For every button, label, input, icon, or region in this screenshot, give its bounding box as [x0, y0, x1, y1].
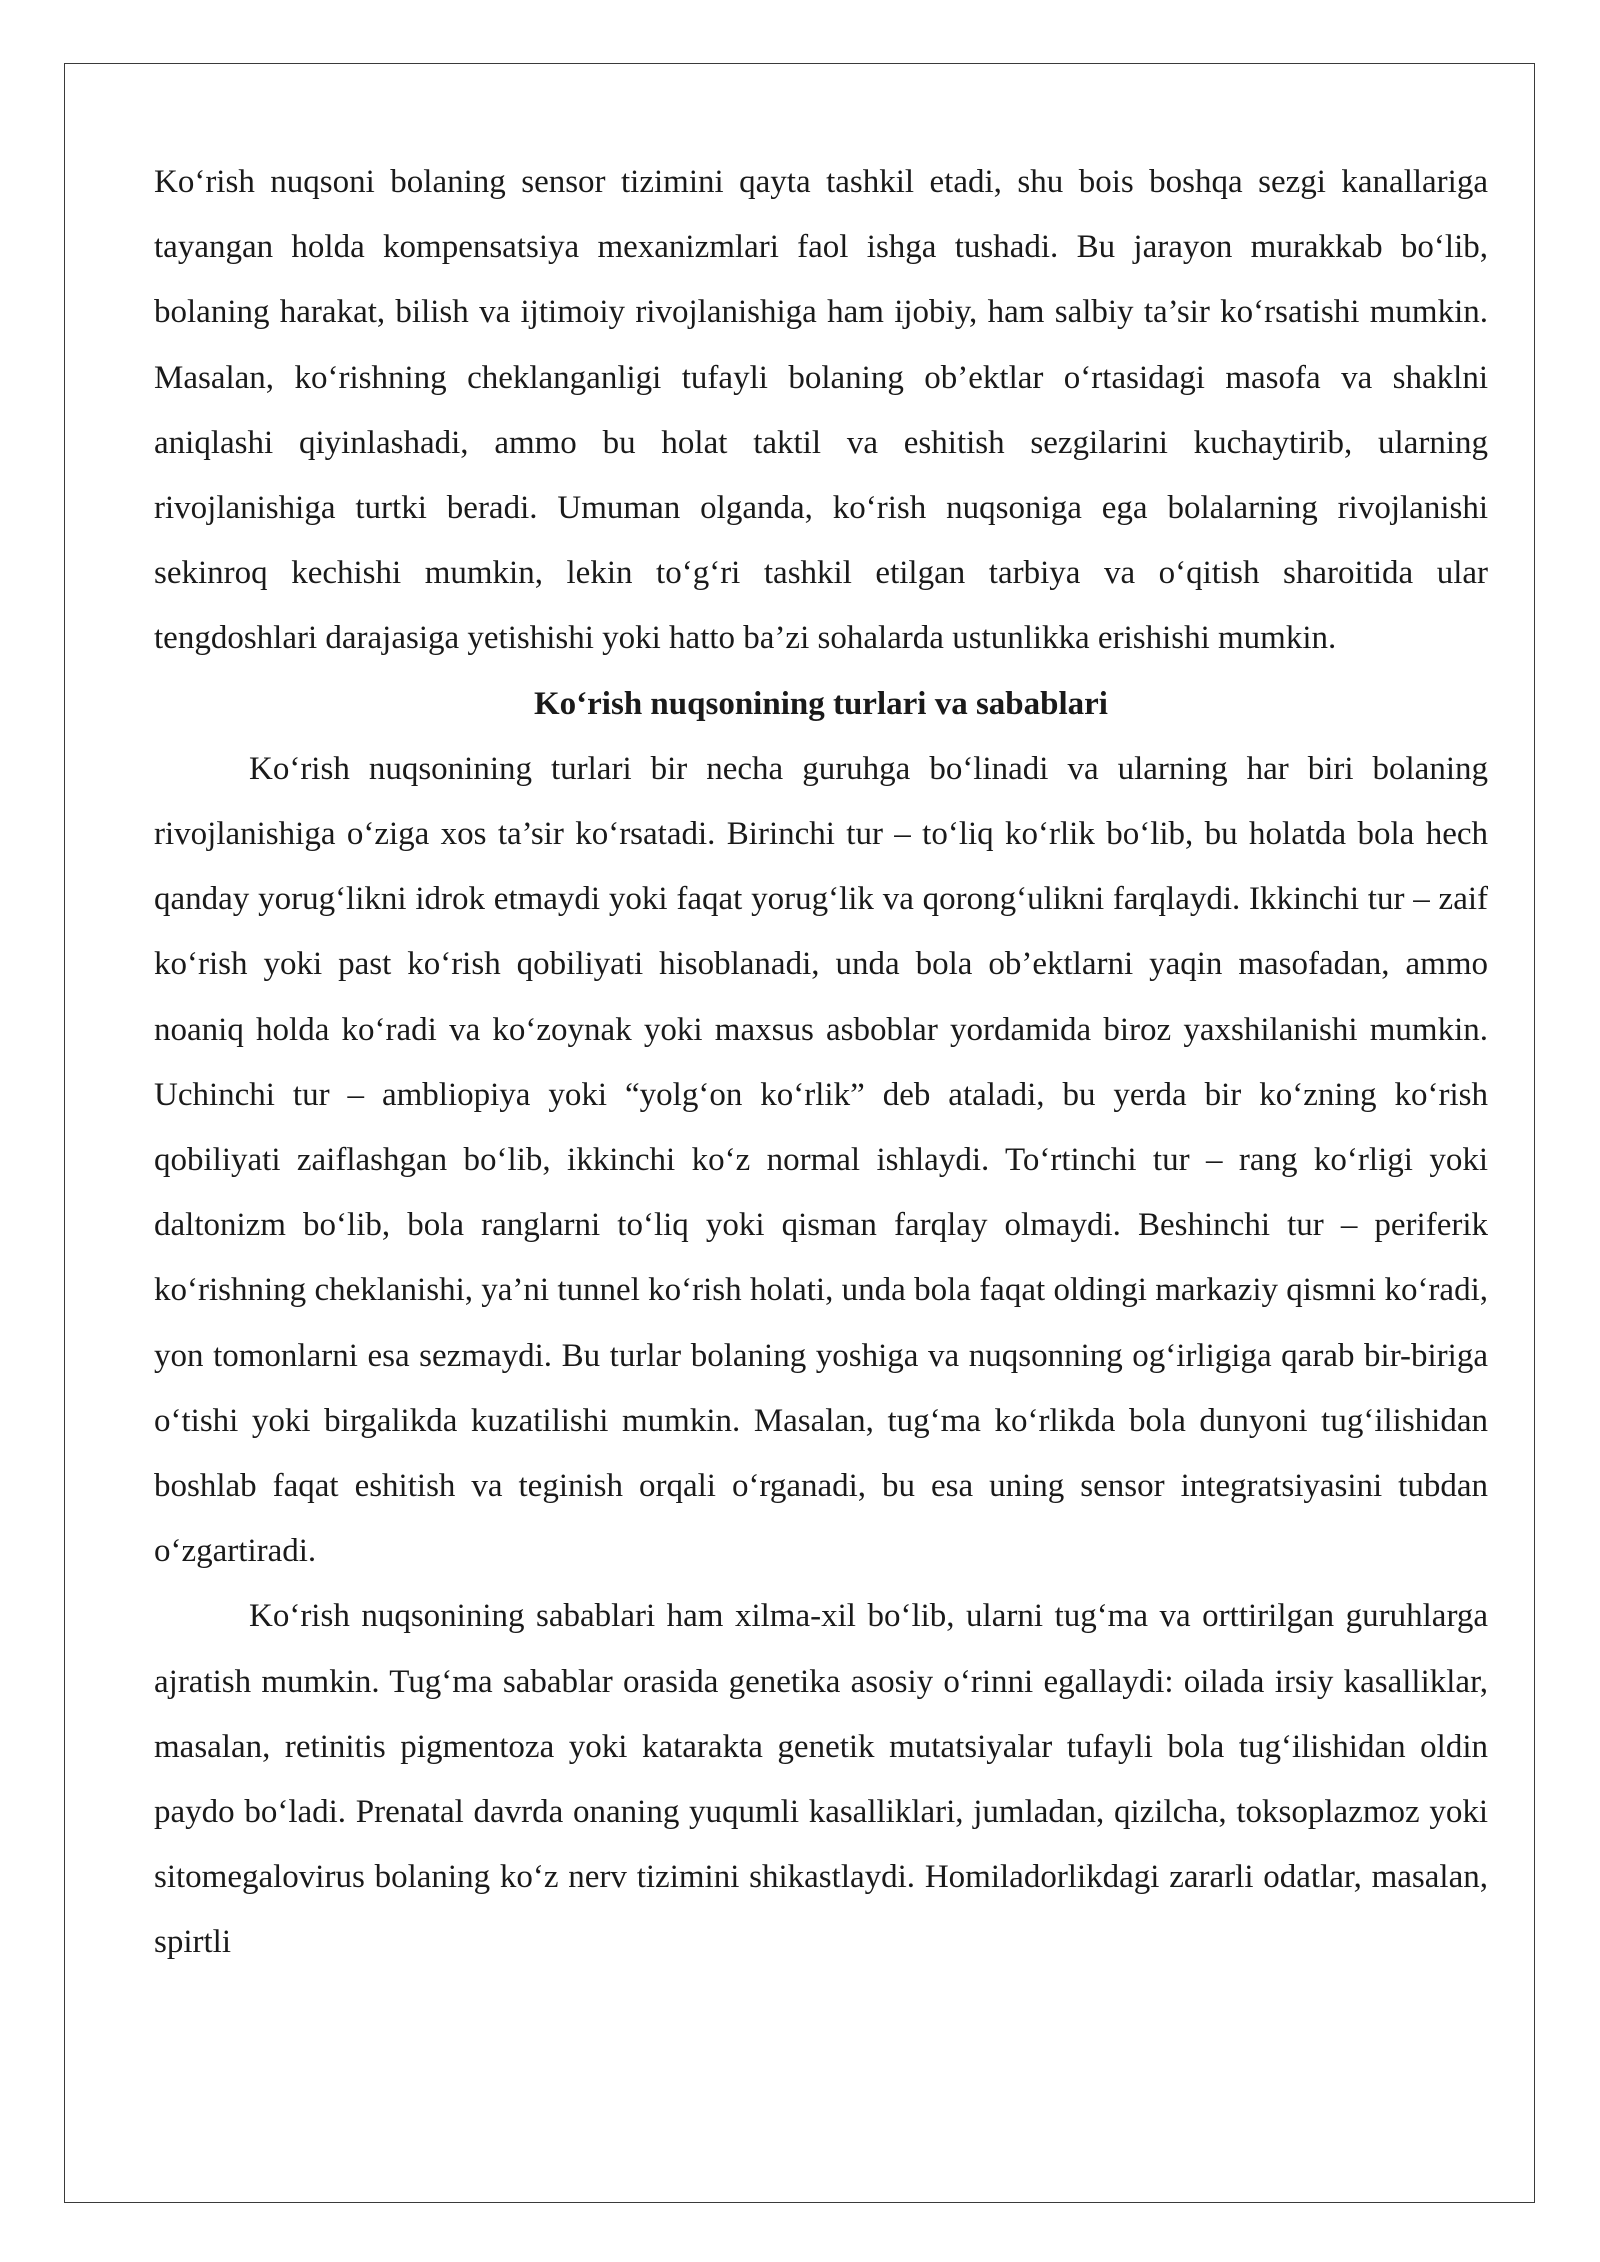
paragraph-types: Ko‘rish nuqsonining turlari bir necha guruhga bo‘linadi va ularning har biri bolaning rivojlanishiga o‘ziga xos ta’sir ko‘rsatadi. Birinchi tur – to‘liq ko‘rlik bo‘lib, bu holatda bola hech qanday yorug‘likni idrok etmaydi yoki faqat yorug‘lik va qorong‘ulikni farqlaydi. Ikkinchi tur – zaif ko‘rish yoki past ko‘rish qobiliyati hisoblanadi, unda bola ob’ektlarni yaqin masofadan, ammo noaniq holda ko‘radi va ko‘zoynak yoki maxsus asboblar yordamida biroz yaxshilanishi mumkin. Uchinchi tur – ambliopiya yoki “yolg‘on ko‘rlik” deb ataladi, bu yerda bir ko‘zning ko‘rish qobiliyati zaiflashgan bo‘lib, ikkinchi ko‘z normal ishlaydi. To‘rtinchi tur – rang ko‘rligi yoki daltonizm bo‘lib, bola ranglarni to‘liq yoki qisman farqlay olmaydi. Beshinchi tur – periferik ko‘rishning cheklanishi, ya’ni tunnel ko‘rish holati, unda bola faqat oldingi markaziy qismni ko‘radi, yon tomonlarni esa sezmaydi. Bu turlar bolaning yoshiga va nuqsonning og‘irligiga qarab bir-biriga o‘tishi yoki birgalikda kuzatilishi mumkin. Masalan, tug‘ma ko‘rlikda bola dunyoni tug‘ilishidan boshlab faqat eshitish va teginish orqali o‘rganadi, bu esa uning sensor integratsiyasini tubdan o‘zgartiradi.	[154, 750, 1488, 1570]
section-heading: Ko‘rish nuqsonining turlari va sabablari	[534, 685, 1108, 722]
paragraph-causes: Ko‘rish nuqsonining sabablari ham xilma-xil bo‘lib, ularni tug‘ma va orttirilgan guruhlarga ajratish mumkin. Tug‘ma sabablar orasida genetika asosiy o‘rinni egallaydi: oilada irsiy kasalliklar, masalan, retinitis pigmentoza yoki katarakta genetik mutatsiyalar tufayli bola tug‘ilishidan oldin paydo bo‘ladi. Prenatal davrda onaning yuqumli kasalliklari, jumladan, qizilcha, toksoplazmoz yoki sitomegalovirus bolaning ko‘z nerv tizimini shikastlaydi. Homiladorlikdagi zararli odatlar, masalan, spirtli	[154, 1598, 1488, 1961]
paragraph-intro: Ko‘rish nuqsoni bolaning sensor tizimini qayta tashkil etadi, shu bois boshqa sezgi kanallariga tayangan holda kompensatsiya mexanizmlari faol ishga tushadi. Bu jarayon murakkab bo‘lib, bolaning harakat, bilish va ijtimoiy rivojlanishiga ham ijobiy, ham salbiy ta’sir ko‘rsatishi mumkin. Masalan, ko‘rishning cheklanganligi tufayli bolaning ob’ektlar o‘rtasidagi masofa va shaklni aniqlashi qiyinlashadi, ammo bu holat taktil va eshitish sezgilarini kuchaytirib, ularning rivojlanishiga turtki beradi. Umuman olganda, ko‘rish nuqsoniga ega bolalarning rivojlanishi sekinroq kechishi mumkin, lekin to‘g‘ri tashkil etilgan tarbiya va o‘qitish sharoitida ular tengdoshlari darajasiga yetishishi yoki hatto ba’zi sohalarda ustunlikka erishishi mumkin.	[154, 164, 1488, 657]
document-body	[154, 150, 1488, 1976]
